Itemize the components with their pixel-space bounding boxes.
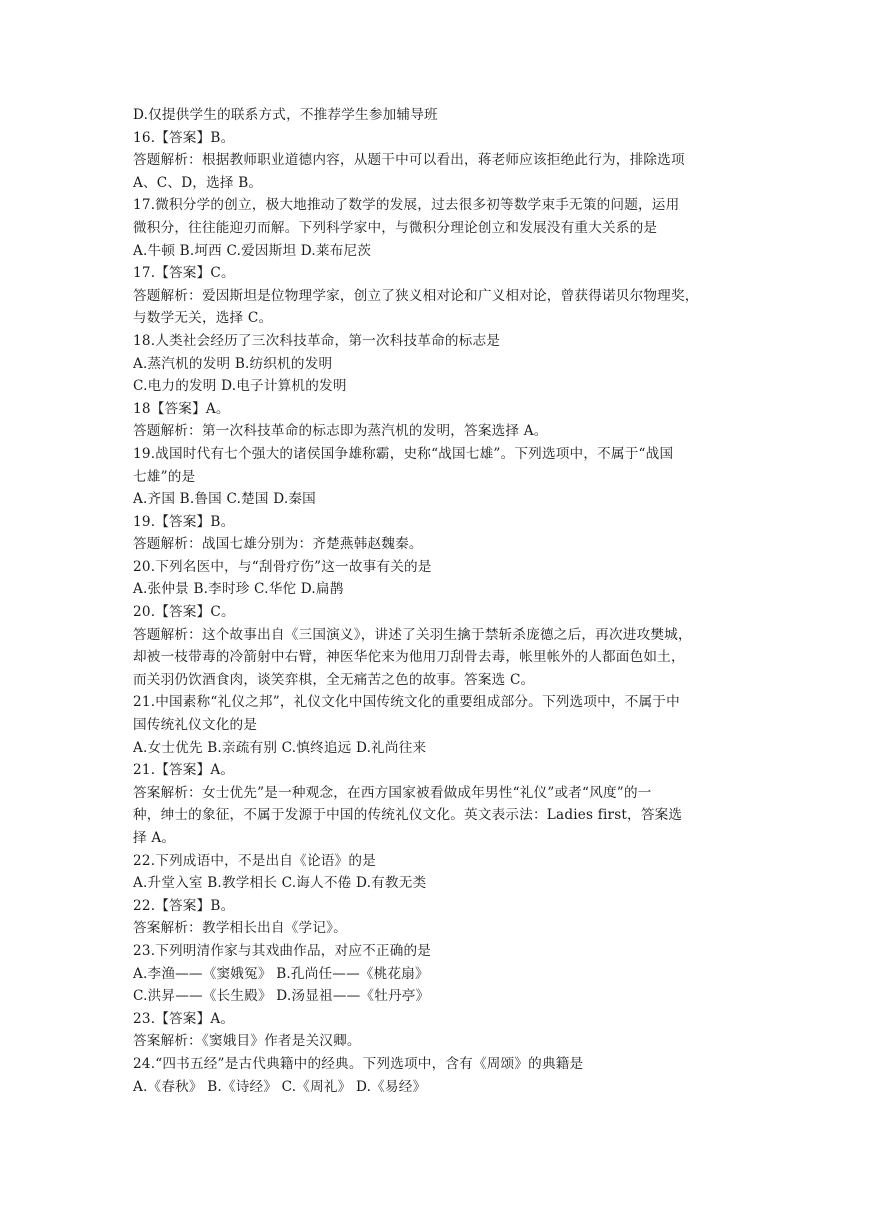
answer-line: 21.【答案】A。 (133, 762, 235, 779)
explanation-line: 答案解析：女士优先”是一种观念，在西方国家被看做成年男性“礼仪”或者“风度”的一 (133, 784, 652, 801)
question-line: 七雄”的是 (133, 468, 196, 485)
question-line: 20.下列名医中，与“刮骨疗伤”这一故事有关的是 (133, 558, 432, 575)
question-line: 21.中国素称“礼仪之邦”，礼仪文化中国传统文化的重要组成部分。下列选项中，不属于中 (133, 694, 680, 711)
option-line: A.蒸汽机的发明 B.纺织机的发明 (133, 355, 333, 372)
explanation-line: 择 A。 (133, 830, 176, 846)
option-line: D.仅提供学生的联系方式，不推荐学生参加辅导班 (133, 107, 438, 123)
explanation-line: 答题解析：根据教师职业道德内容，从题干中可以看出，蒋老师应该拒绝此行为，排除选项 (133, 152, 685, 169)
answer-line: 23.【答案】A。 (133, 1010, 235, 1027)
explanation-line: 答案解析：《窦娥目》作者是关汉卿。 (133, 1033, 361, 1050)
answer-line: 16.【答案】B。 (133, 129, 235, 146)
explanation-line: 而关羽仍饮酒食肉，谈笑弈棋，全无痛苦之色的故事。答案选 C。 (133, 671, 535, 688)
option-line: A.齐国 B.鲁国 C.楚国 D.秦国 (133, 491, 316, 508)
answer-line: 22.【答案】B。 (133, 897, 235, 914)
option-line: A.张仲景 B.李时珍 C.华佗 D.扁鹊 (133, 581, 344, 598)
question-line: 国传统礼仪文化的是 (133, 717, 258, 734)
document-text (133, 104, 743, 1098)
explanation-line: 答题解析：第一次科技革命的标志即为蒸汽机的发明，答案选择 A。 (133, 423, 548, 440)
question-line: 23.下列明清作家与其戏曲作品，对应不正确的是 (133, 942, 432, 959)
answer-line: 17.【答案】C。 (133, 265, 235, 282)
answer-line: 20.【答案】C。 (133, 604, 235, 621)
option-line: A.升堂入室 B.教学相长 C.诲人不倦 D.有教无类 (133, 875, 427, 892)
question-line: 微积分，往往能迎刃而解。下列科学家中，与微积分理论创立和发展没有重大关系的是 (133, 219, 658, 236)
option-line: C.电力的发明 D.电子计算机的发明 (133, 378, 347, 395)
explanation-line: 答题解析：爱因斯坦是位物理学家，创立了狭义相对论和广义相对论，曾获得诺贝尔物理奖， (133, 287, 699, 304)
option-line: A.女士优先 B.亲疏有别 C.慎终追远 D.礼尚往来 (133, 739, 427, 756)
option-line: A.牛顿 B.坷西 C.爱因斯坦 D.莱布尼茨 (133, 242, 372, 259)
explanation-line: 种，绅士的象征，不属于发源于中国的传统礼仪文化。英文表示法：Ladies first，答案选 (133, 807, 683, 824)
explanation-line: 答题解析：这个故事出自《三国演义》，讲述了关羽生擒于禁斩杀庞德之后，再次进攻樊城， (133, 626, 692, 643)
question-line: 17.微积分学的创立，极大地推动了数学的发展，过去很多初等数学束手无策的问题，运用 (133, 197, 680, 214)
explanation-line: 答题解析：战国七雄分别为：齐楚燕韩赵魏秦。 (133, 536, 423, 553)
explanation-line: 与数学无关，选择 C。 (133, 310, 273, 327)
question-line: 19.战国时代有七个强大的诸侯国争雄称霸，史称“战国七雄”。下列选项中，不属于“战国 (133, 445, 674, 462)
answer-line: 18【答案】A。 (133, 400, 230, 417)
option-line: A.《春秋》 B.《诗经》 C.《周礼》 D.《易经》 (133, 1078, 427, 1095)
answer-line: 19.【答案】B。 (133, 513, 235, 530)
explanation-line: 答案解析：教学相长出自《学记》。 (133, 920, 347, 937)
option-line: A.李渔——《窦娥冤》 B.孔尚任——《桃花扇》 (133, 965, 429, 982)
question-line: 18.人类社会经历了三次科技革命，第一次科技革命的标志是 (133, 332, 501, 349)
option-line: C.洪昇——《长生殿》 D.汤显祖——《牡丹亭》 (133, 988, 430, 1005)
question-line: 24.“四书五经”是古代典籍中的经典。下列选项中，含有《周颂》的典籍是 (133, 1055, 584, 1072)
question-line: 22.下列成语中，不是出自《论语》的是 (133, 852, 376, 869)
explanation-line: A、C、D，选择 B。 (133, 174, 263, 191)
explanation-line: 却被一枝带毒的冷箭射中右臂，神医华佗来为他用刀刮骨去毒，帐里帐外的人都面色如土， (133, 649, 685, 666)
